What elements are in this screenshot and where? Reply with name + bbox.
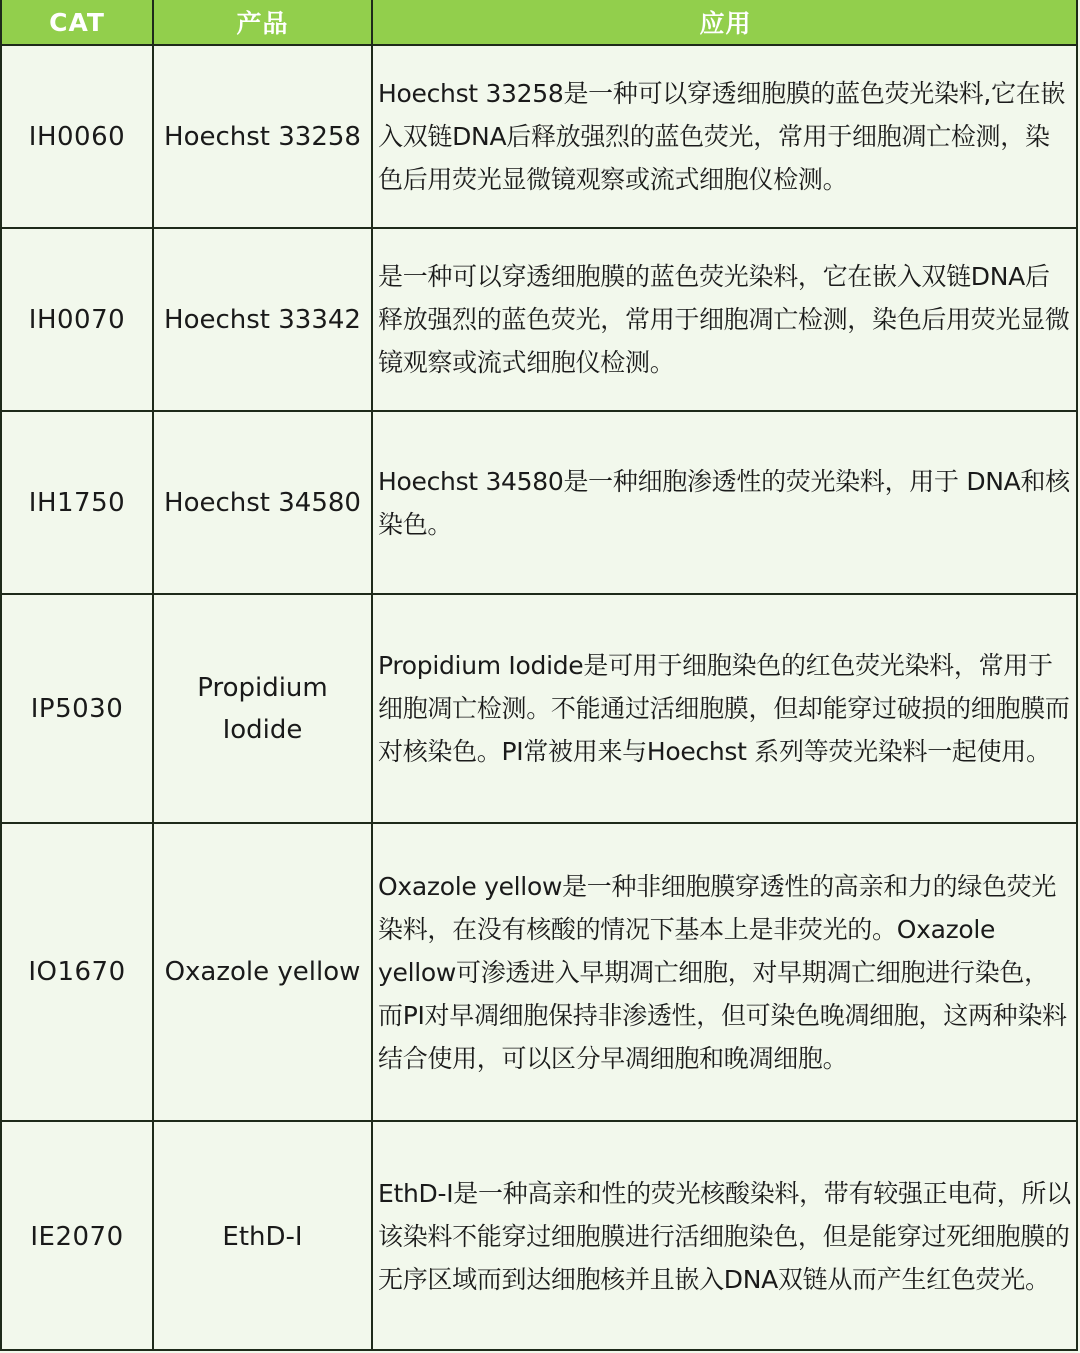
product-cell: Propidium Iodide (154, 595, 373, 822)
header-application: 应用 (699, 9, 752, 38)
table-row (2, 824, 1076, 1122)
application-cell: EthD-I是一种高亲和性的荧光核酸染料，带有较强正电荷，所以该染料不能穿过细胞膜进行活细胞染色，但是能穿过死细胞膜的无序区域而到达细胞核并且嵌入DNA双链从而产生红色荧光。 (378, 1179, 1071, 1294)
cat-cell: IP5030 (2, 595, 154, 822)
application-cell: 是一种可以穿透细胞膜的蓝色荧光染料，它在嵌入双链DNA后释放强烈的蓝色荧光，常用于细胞凋亡检测，染色后用荧光显微镜观察或流式细胞仪检测。 (378, 262, 1070, 377)
header-product: 产品 (154, 0, 373, 44)
table-row (2, 229, 1076, 412)
cat-cell: IO1670 (2, 824, 154, 1120)
table-row (2, 595, 1076, 824)
table-row (2, 1122, 1076, 1351)
cat-cell: IE2070 (2, 1122, 154, 1351)
cat-cell: IH0070 (2, 229, 154, 410)
product-cell: Hoechst 33258 (154, 46, 373, 227)
application-cell: Propidium Iodide是可用于细胞染色的红色荧光染料，常用于细胞凋亡检测。不能通过活细胞膜，但却能穿过破损的细胞膜而对核染色。PI常被用来与Hoechst 系列等荧光染料一起使用。 (378, 651, 1070, 766)
table-header (2, 0, 1076, 46)
application-cell: Hoechst 34580是一种细胞渗透性的荧光染料，用于 DNA和核染色。 (378, 466, 1070, 539)
header-cat: CAT (2, 0, 154, 44)
table-row (2, 46, 1076, 229)
table-row (2, 412, 1076, 595)
product-cell: Hoechst 33342 (154, 229, 373, 410)
application-cell: Oxazole yellow是一种非细胞膜穿透性的高亲和力的绿色荧光染料，在没有核酸的情况下基本上是非荧光的。Oxazole yellow可渗透进入早期凋亡细胞，对早期凋亡细胞进行染色，而PI对早凋细胞保持非渗透性，但可染色晚凋细胞，这两种染料结合使用，可以区分早凋细胞和晚凋细胞。 (378, 871, 1067, 1073)
product-cell: Hoechst 34580 (154, 412, 373, 593)
application-cell: Hoechst 33258是一种可以穿透细胞膜的蓝色荧光染料,它在嵌入双链DNA后释放强烈的蓝色荧光，常用于细胞凋亡检测，染色后用荧光显微镜观察或流式细胞仪检测。 (378, 79, 1066, 194)
cat-cell: IH1750 (2, 412, 154, 593)
product-cell: EthD-I (154, 1122, 373, 1351)
product-cell: Oxazole yellow (154, 824, 373, 1120)
cat-cell: IH0060 (2, 46, 154, 227)
